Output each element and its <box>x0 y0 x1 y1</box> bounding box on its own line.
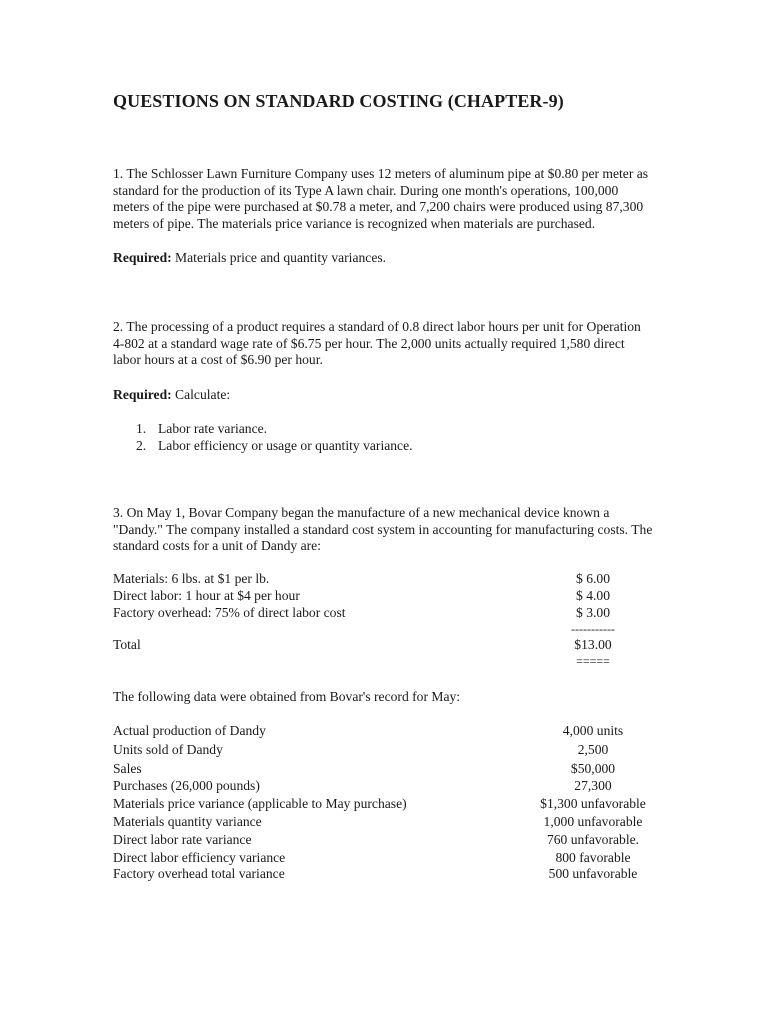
question-1-required <box>113 250 653 267</box>
data-row <box>113 741 653 759</box>
data-row <box>113 777 653 795</box>
list-item: 2. Labor efficiency or usage or quantity variance. <box>136 438 413 453</box>
list-item: 1. Labor rate variance. <box>136 421 268 436</box>
question-2-text: 2. The processing of a product requires a standard of 0.8 direct labor hours per unit for Operation 4-802 at a standard wage rate of $6.75 per hour. The 2,000 units actually required 1,580 direct labor hours at a cost of $6.90 per hour. <box>113 319 641 368</box>
cost-row <box>113 604 653 622</box>
question-2-list <box>136 420 413 454</box>
question-3-text: 3. On May 1, Bovar Company began the manufacture of a new mechanical device known a "Dandy." The company installed a standard cost system in accounting for manufacturing costs. The standard costs for a unit of Dandy are: <box>113 505 653 554</box>
data-label: Sales <box>113 761 142 776</box>
data-row <box>113 722 653 740</box>
data-row <box>113 760 653 778</box>
data-row <box>113 831 653 849</box>
question-1-text: 1. The Schlosser Lawn Furniture Company uses 12 meters of aluminum pipe at $0.80 per meter as standard for the production of its Type A lawn chair. During one month's operations, 100,000 meters of the pipe were purchased at $0.78 a meter, and 7,200 chairs were produced using 87,300 meters of pipe. The materials price variance is recognized when materials are purchased. <box>113 166 649 231</box>
data-row <box>113 813 653 831</box>
data-row <box>113 865 653 883</box>
dash-rule: ----------- <box>571 622 615 636</box>
data-value: 760 unfavorable. <box>546 832 640 847</box>
total-row <box>113 636 653 654</box>
cost-row <box>113 587 653 605</box>
data-label: Purchases (26,000 pounds) <box>113 778 260 793</box>
total-label: Total <box>113 637 141 652</box>
data-value: 4,000 units <box>562 723 624 738</box>
data-intro: The following data were obtained from Bovar's record for May: <box>113 689 461 704</box>
data-value: $50,000 <box>570 761 616 776</box>
cost-value: $ 3.00 <box>576 605 610 620</box>
cost-value: $ 4.00 <box>576 588 610 603</box>
question-2-required <box>113 387 653 404</box>
data-value: 27,300 <box>574 778 612 793</box>
data-label: Direct labor efficiency variance <box>113 850 286 865</box>
required-label: Required: <box>113 250 172 265</box>
data-value: 800 favorable <box>555 850 631 865</box>
data-value: 1,000 unfavorable <box>543 814 643 829</box>
required-text: Materials price and quantity variances. <box>171 250 387 265</box>
total-value: $13.00 <box>574 637 612 652</box>
data-label: Actual production of Dandy <box>113 723 266 738</box>
page-title: QUESTIONS ON STANDARD COSTING (CHAPTER-9) <box>113 91 564 111</box>
data-label: Materials price variance (applicable to May purchase) <box>113 796 407 811</box>
data-value: 500 unfavorable <box>548 866 638 881</box>
data-label: Materials quantity variance <box>113 814 262 829</box>
required-text: Calculate: <box>171 387 231 402</box>
cost-label: Direct labor: 1 hour at $4 per hour <box>113 588 300 603</box>
data-label: Units sold of Dandy <box>113 742 223 757</box>
data-label: Direct labor rate variance <box>113 832 252 847</box>
data-value: 2,500 <box>577 742 609 757</box>
data-row <box>113 795 653 813</box>
data-label: Factory overhead total variance <box>113 866 285 881</box>
cost-row <box>113 570 653 588</box>
double-rule: ===== <box>576 654 610 668</box>
required-label: Required: <box>113 387 172 402</box>
data-value: $1,300 unfavorable <box>540 796 646 811</box>
cost-label: Factory overhead: 75% of direct labor cost <box>113 605 346 620</box>
cost-label: Materials: 6 lbs. at $1 per lb. <box>113 571 270 586</box>
cost-value: $ 6.00 <box>576 571 610 586</box>
